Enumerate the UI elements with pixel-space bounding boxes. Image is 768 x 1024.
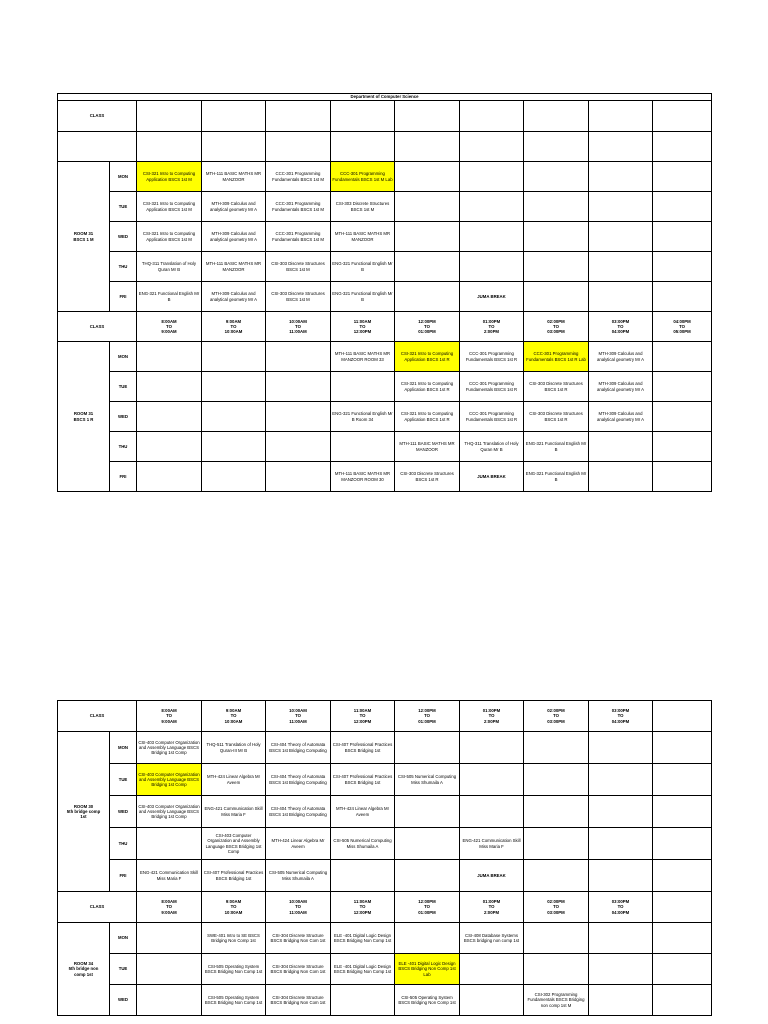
empty-cell (589, 732, 653, 764)
empty-cell (653, 701, 712, 732)
empty-cell (589, 954, 653, 985)
empty-cell (653, 432, 712, 462)
class-slot: ENG-321 Functional English Mr B (137, 282, 202, 312)
empty-cell (589, 796, 653, 828)
empty-cell (395, 252, 460, 282)
class-slot: MTH-111 BASIC MATHS MR MANZOOR (202, 162, 266, 192)
empty-cell (524, 192, 589, 222)
empty-cell (653, 828, 712, 860)
class-slot: CSI-303 Discrete Structures BSCS 1st R (395, 462, 460, 492)
empty-cell (653, 252, 712, 282)
time-slot-header: 03:00PM TO 04:00PM (589, 312, 653, 342)
class-slot: MTH-111 BASIC MATHS MR MANZOOR (202, 252, 266, 282)
empty-cell (589, 462, 653, 492)
class-slot: CSI-321 Intro to Computing Application BSCS 1st R (395, 402, 460, 432)
empty-cell (460, 252, 524, 282)
time-slot-header: 11:00AM TO 12:00PM (331, 892, 395, 923)
time-slot-header: 8:00AM TO 9:00AM (137, 701, 202, 732)
class-slot: CSI-304 Discrete Structure BSCS Bridging Non Com 1st (266, 954, 331, 985)
empty-cell (460, 796, 524, 828)
empty-cell (589, 985, 653, 1016)
class-slot: CSI-303 Discrete Structures BSCS 1st M (266, 252, 331, 282)
class-slot: CSI-303 Discrete Structures BSCS 1st R (524, 372, 589, 402)
empty-cell (653, 985, 712, 1016)
time-slot-header: 01:00PM TO 2:00PM (460, 892, 524, 923)
class-slot: ELE -401 Digital Logic Design BSCS Bridging Non Comp 1st Lab (395, 954, 460, 985)
class-header: CLASS (58, 312, 137, 342)
empty-cell (589, 222, 653, 252)
day-wed: WED (110, 985, 137, 1016)
empty-cell (395, 222, 460, 252)
empty-cell (653, 101, 712, 132)
empty-cell (589, 432, 653, 462)
empty-cell (460, 222, 524, 252)
time-slot-header: 9:00AM TO 10:00AM (202, 892, 266, 923)
room-label (58, 923, 110, 1016)
empty-cell (137, 402, 202, 432)
day-thu: THU (110, 252, 137, 282)
timetable-bscs-1 (57, 93, 712, 492)
class-slot: ENG-421 Communication Skill Miss Maria F (460, 828, 524, 860)
empty-cell (460, 764, 524, 796)
class-slot: MTH-309 Calculus and analytical geometry Mr A (589, 402, 653, 432)
room-label (58, 342, 110, 492)
empty-cell (653, 764, 712, 796)
empty-cell (395, 828, 460, 860)
empty-cell (137, 954, 202, 985)
empty-cell (202, 372, 266, 402)
empty-cell (653, 923, 712, 954)
empty-cell (266, 101, 331, 132)
class-slot: CSI-403 Computer Organization and Assembly Language BSCS Bridging 1st Comp (202, 828, 266, 860)
class-slot: CSI-302 Programming Fundamentals BSCS Bridging non comp 1st M (524, 985, 589, 1016)
empty-cell (331, 432, 395, 462)
time-slot-header: 8:00AM TO 9:00AM (137, 892, 202, 923)
timetable-bridging (57, 700, 712, 1016)
empty-cell (524, 101, 589, 132)
class-slot: CCC-301 Programming Fundamentals BSCS 1st R (460, 372, 524, 402)
day-tue: TUE (110, 372, 137, 402)
empty-cell (395, 732, 460, 764)
empty-cell (395, 796, 460, 828)
empty-cell (137, 342, 202, 372)
class-slot: CSI-505 Numerical Computing Miss Shumaila A (395, 764, 460, 796)
class-slot: ENG-321 Functional English Mr B (524, 462, 589, 492)
empty-cell (589, 764, 653, 796)
empty-cell (524, 222, 589, 252)
time-slot-header: 02:00PM TO 03:00PM (524, 892, 589, 923)
class-slot: CSI-408 Database Systems BSCS bridging non comp 1st (460, 923, 524, 954)
time-slot-header: 11:00AM TO 12:00PM (331, 312, 395, 342)
time-slot-header: 02:00PM TO 03:00PM (524, 312, 589, 342)
juma-break: JUMA BREAK (460, 282, 524, 312)
empty-cell (331, 132, 395, 162)
class-slot: CSI-505 Operating System BSCS Bridging Non Comp 1st (202, 985, 266, 1016)
empty-cell (202, 342, 266, 372)
class-slot: CSI-321 Intro to Computing Application BSCS 1st R (395, 372, 460, 402)
time-slot-header: 03:00PM TO 04:00PM (589, 892, 653, 923)
empty-cell (137, 372, 202, 402)
empty-cell (331, 860, 395, 892)
empty-cell (653, 954, 712, 985)
class-slot: CSI-321 Intro to Computing Application BSCS 1st M (137, 192, 202, 222)
day-fri: FRI (110, 282, 137, 312)
class-slot: CCC-301 Programming Fundamentals BSCS 1st M (266, 162, 331, 192)
class-slot: MTH-309 Calculus and analytical geometry Mr A (589, 372, 653, 402)
class-slot: CSI-321 Intro to Computing Application BSCS 1st M (137, 222, 202, 252)
day-tue: TUE (110, 764, 137, 796)
class-slot: CCC-301 Programming Fundamentals BSCS 1st M (266, 192, 331, 222)
empty-cell (331, 985, 395, 1016)
class-slot: MTH-111 BASIC MATHS MR MANZOOR ROOM 33 (331, 342, 395, 372)
class-slot: ENG-321 Functional English Mr B Room 34 (331, 402, 395, 432)
class-slot: MTH-111 BASIC MATHS MR MANZOOR (395, 432, 460, 462)
empty-cell (589, 101, 653, 132)
empty-cell (460, 985, 524, 1016)
class-slot: THQ-311 Translation of Holy Quran Mr B (460, 432, 524, 462)
empty-cell (395, 162, 460, 192)
empty-cell (524, 252, 589, 282)
day-mon: MON (110, 923, 137, 954)
class-slot: CSI-505 Numerical Computing Miss Shumaila A (331, 828, 395, 860)
room-label (58, 162, 110, 312)
class-slot: CSI-303 Discrete Structures BSCS 1st M (331, 192, 395, 222)
class-header: CLASS (58, 101, 137, 132)
class-slot: ENG-321 Functional English Mr B (331, 282, 395, 312)
day-mon: MON (110, 732, 137, 764)
class-header: CLASS (58, 892, 137, 923)
time-slot-header: 04:00PM TO 05:00PM (653, 312, 712, 342)
empty-cell (524, 923, 589, 954)
class-slot: CSI-321 Intro to Computing Application BSCS 1st M (137, 162, 202, 192)
class-slot: MTH-309 Calculus and analytical geometry Mr A (202, 192, 266, 222)
class-slot: CSI-404 Theory of Automata BSCS 1st Bridging Computing (266, 732, 331, 764)
class-slot: CCC-301 Programming Fundamentals BSCS 1st R (460, 402, 524, 432)
time-slot-header: 01:00PM TO 2:00PM (460, 312, 524, 342)
class-slot: MTH-309 Calculus and analytical geometry Mr A (202, 222, 266, 252)
empty-cell (589, 162, 653, 192)
empty-cell (524, 132, 589, 162)
day-tue: TUE (110, 192, 137, 222)
empty-cell (202, 432, 266, 462)
day-tue: TUE (110, 954, 137, 985)
class-slot: CSI-505 Operating System BSCS Bridging Non Comp 1st (395, 985, 460, 1016)
empty-cell (589, 860, 653, 892)
room-text: ROOM 31 BSCS 1 M (73, 231, 94, 242)
class-slot: CSI-407 Professional Practices BSCS Bridging 1st (331, 732, 395, 764)
class-slot: CSI-403 Computer Organization and Assembly Language BSCS Bridging 1st Comp (137, 764, 202, 796)
class-slot: CSI-403 Computer Organization and Assembly Language BSCS Bridging 1st Comp (137, 732, 202, 764)
empty-cell (653, 732, 712, 764)
class-slot: SWE-401 Intro to SE BSCS Bridging Non Comp 1st (202, 923, 266, 954)
empty-cell (524, 162, 589, 192)
empty-cell (266, 402, 331, 432)
empty-cell (589, 192, 653, 222)
empty-cell (395, 923, 460, 954)
class-slot: CSI-303 Discrete Structures BSCS 1st M (266, 282, 331, 312)
empty-cell (524, 860, 589, 892)
empty-cell (589, 132, 653, 162)
time-slot-header: 10:00AM TO 11:00AM (266, 892, 331, 923)
empty-cell (460, 162, 524, 192)
time-slot-header: 12:00PM TO 01:00PM (395, 312, 460, 342)
empty-cell (137, 828, 202, 860)
empty-cell (653, 222, 712, 252)
class-slot: CSI-404 Theory of Automata BSCS 1st Bridging Computing (266, 764, 331, 796)
empty-cell (266, 462, 331, 492)
class-slot: CSI-303 Discrete Structures BSCS 1st R (524, 402, 589, 432)
empty-cell (137, 132, 202, 162)
class-slot: CSI-505 Operating System BSCS Bridging Non Comp 1st (202, 954, 266, 985)
time-slot-header: 10:00AM TO 11:00AM (266, 312, 331, 342)
class-slot: ENG-321 Functional English Mr B (524, 432, 589, 462)
empty-cell (58, 132, 137, 162)
empty-cell (460, 101, 524, 132)
empty-cell (653, 192, 712, 222)
day-wed: WED (110, 222, 137, 252)
day-mon: MON (110, 162, 137, 192)
time-slot-header: 03:00PM TO 04:00PM (589, 701, 653, 732)
empty-cell (524, 828, 589, 860)
empty-cell (524, 796, 589, 828)
empty-cell (524, 764, 589, 796)
empty-cell (331, 101, 395, 132)
day-mon: MON (110, 342, 137, 372)
empty-cell (524, 954, 589, 985)
day-wed: WED (110, 402, 137, 432)
class-slot: ENG-421 Communication Skill Miss Maria F (202, 796, 266, 828)
empty-cell (460, 192, 524, 222)
empty-cell (653, 462, 712, 492)
empty-cell (653, 892, 712, 923)
empty-cell (202, 402, 266, 432)
class-slot: ENG-421 Communication Skill Miss Maria F (137, 860, 202, 892)
empty-cell (266, 342, 331, 372)
class-slot: MTH-424 Linear Algebra Mr Aveem (266, 828, 331, 860)
class-slot: ENG-321 Functional English Mr B (331, 252, 395, 282)
room-label (58, 732, 110, 892)
empty-cell (266, 372, 331, 402)
class-slot: CCC-301 Programming Fundamentals BSCS 1st M (266, 222, 331, 252)
class-slot: ELE -401 Digital Logic Design BSCS Bridging Non Comp 1st (331, 954, 395, 985)
class-slot: MTH-309 Calculus and analytical geometry Mr A (589, 342, 653, 372)
class-slot: MTH-424 Linear Algebra Mr Aveem (331, 796, 395, 828)
room-text: ROOM 34 5th bridge non comp 1st (68, 961, 99, 977)
empty-cell (202, 101, 266, 132)
class-slot: MTH-111 BASIC MATHS MR MANZOOR (331, 222, 395, 252)
class-header: CLASS (58, 701, 137, 732)
class-slot: MTH-424 Linear Algebra Mr Aveem (202, 764, 266, 796)
empty-cell (395, 101, 460, 132)
empty-cell (460, 132, 524, 162)
empty-cell (460, 954, 524, 985)
class-slot: CSI-407 Professional Practices BSCS Bridging 1st (331, 764, 395, 796)
empty-cell (589, 252, 653, 282)
day-fri: FRI (110, 860, 137, 892)
empty-cell (589, 828, 653, 860)
time-slot-header: 8:00AM TO 9:00AM (137, 312, 202, 342)
time-slot-header: 12:00PM TO 01:00PM (395, 892, 460, 923)
class-slot: CSI-304 Discrete Structure BSCS Bridging Non Com 1st (266, 923, 331, 954)
class-slot: CSI-321 Intro to Computing Application BSCS 1st R (395, 342, 460, 372)
empty-cell (524, 732, 589, 764)
class-slot: CSI-404 Theory of Automata BSCS 1st Bridging Computing (266, 796, 331, 828)
class-slot: CSI-403 Computer Organization and Assembly Language BSCS Bridging 1st Comp (137, 796, 202, 828)
class-slot: THQ-311 Translation of Holy Quran Mr B (137, 252, 202, 282)
day-thu: THU (110, 432, 137, 462)
class-slot: CCC-301 Programming Fundamentals BSCS 1st R Lab (524, 342, 589, 372)
empty-cell (137, 985, 202, 1016)
empty-cell (202, 462, 266, 492)
empty-cell (137, 432, 202, 462)
day-wed: WED (110, 796, 137, 828)
day-thu: THU (110, 828, 137, 860)
empty-cell (137, 923, 202, 954)
empty-cell (395, 860, 460, 892)
empty-cell (137, 101, 202, 132)
class-slot: CCC-301 Programming Fundamentals BSCS 1st M Lab (331, 162, 395, 192)
class-slot: CSI-505 Numerical Computing Miss Shumaila A (266, 860, 331, 892)
empty-cell (653, 282, 712, 312)
empty-cell (589, 923, 653, 954)
empty-cell (589, 282, 653, 312)
empty-cell (653, 162, 712, 192)
empty-cell (653, 402, 712, 432)
empty-cell (524, 282, 589, 312)
empty-cell (266, 432, 331, 462)
time-slot-header: 11:00AM TO 12:00PM (331, 701, 395, 732)
empty-cell (202, 132, 266, 162)
empty-cell (653, 342, 712, 372)
class-slot: MTH-111 BASIC MATHS MR MANZOOR ROOM 30 (331, 462, 395, 492)
day-fri: FRI (110, 462, 137, 492)
empty-cell (653, 372, 712, 402)
time-slot-header: 9:00AM TO 10:00AM (202, 312, 266, 342)
class-slot: CCC-301 Programming Fundamentals BSCS 1st R (460, 342, 524, 372)
time-slot-header: 12:00PM TO 01:00PM (395, 701, 460, 732)
time-slot-header: 9:00AM TO 10:00AM (202, 701, 266, 732)
room-text: ROOM 30 5th bridge comp 1st (66, 803, 101, 820)
class-slot: ELE -401 Digital Logic Design BSCS Bridging Non Comp 1st (331, 923, 395, 954)
time-slot-header: 02:00PM TO 03:00PM (524, 701, 589, 732)
empty-cell (395, 192, 460, 222)
juma-break: JUMA BREAK (460, 860, 524, 892)
juma-break: JUMA BREAK (460, 462, 524, 492)
empty-cell (137, 462, 202, 492)
empty-cell (460, 732, 524, 764)
class-slot: CSI-407 Professional Practices BSCS Bridging 1st (202, 860, 266, 892)
class-slot: THQ-511 Translation of Holy Quran-III Mr B (202, 732, 266, 764)
empty-cell (331, 372, 395, 402)
class-slot: CSI-304 Discrete Structure BSCS Bridging Non Com 1st (266, 985, 331, 1016)
time-slot-header: 10:00AM TO 11:00AM (266, 701, 331, 732)
empty-cell (653, 796, 712, 828)
empty-cell (653, 860, 712, 892)
time-slot-header: 01:00PM TO 2:00PM (460, 701, 524, 732)
department-title: Department of Computer Science (58, 94, 712, 101)
empty-cell (266, 132, 331, 162)
room-text: ROOM 31 BSCS 1 R (73, 411, 94, 422)
class-slot: MTH-309 Calculus and analytical geometry Mr A (202, 282, 266, 312)
empty-cell (395, 132, 460, 162)
empty-cell (395, 282, 460, 312)
empty-cell (653, 132, 712, 162)
